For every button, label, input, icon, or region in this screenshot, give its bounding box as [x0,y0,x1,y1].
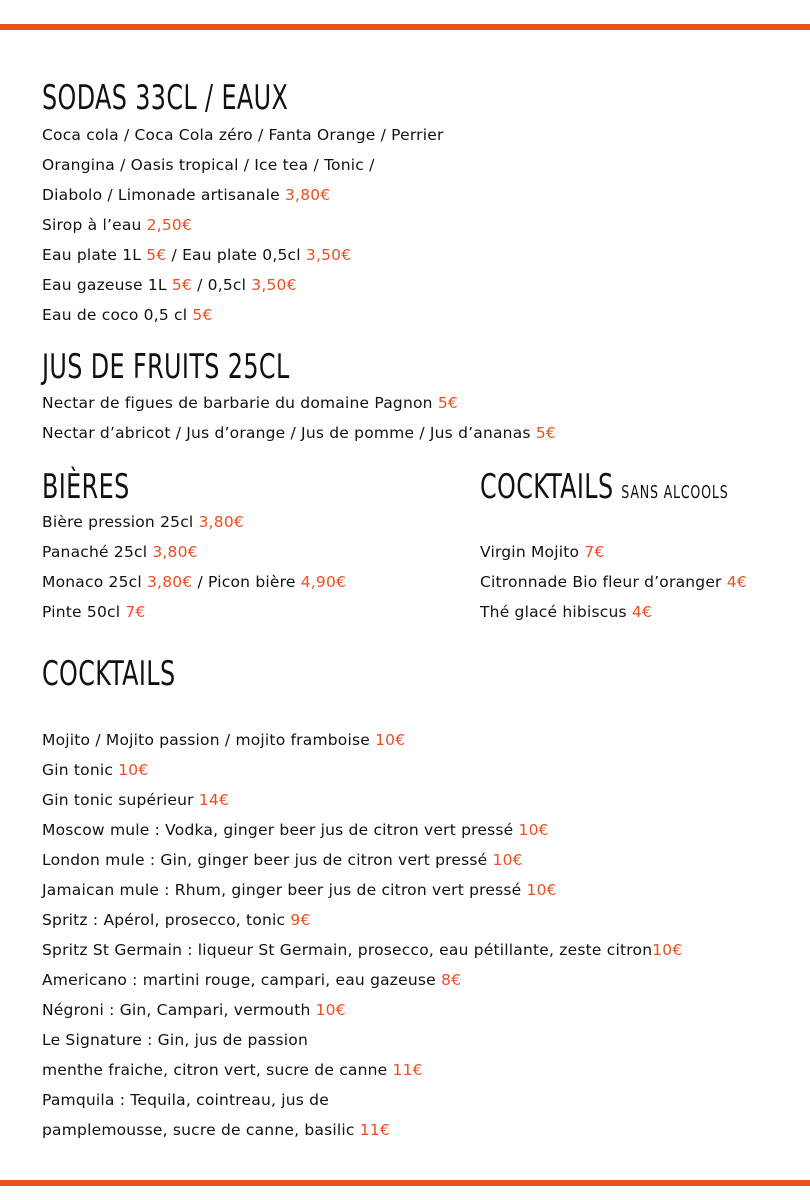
menu-item-price: 5€ [535,424,556,442]
section-subtitle: SANS ALCOOLS [621,482,729,503]
menu-item-price-2: 4,90€ [300,573,347,591]
menu-item [42,210,444,240]
menu-item [42,597,346,627]
menu-list-bieres [42,507,346,627]
section-title-cocktails-sans-alcool [480,467,728,513]
menu-item-name: Bière pression 25cl [42,513,199,531]
menu-item-name-2: / Eau plate 0,5cl [166,246,306,264]
menu-item-price: 5€ [171,276,192,294]
menu-item-price: 4€ [726,573,747,591]
menu-item [42,567,346,597]
menu-item-price: 5€ [437,394,458,412]
menu-item-price: 3,80€ [285,186,331,204]
section-title-text: COCKTAILS [480,467,614,507]
menu-item-name: Citronnade Bio fleur d’oranger [480,573,727,591]
menu-item [42,725,682,755]
menu-item-price: 3,80€ [152,543,198,561]
menu-item-name-2: / 0,5cl [191,276,252,294]
menu-item-price-2: 3,50€ [305,246,352,264]
menu-item-name: Americano : martini rouge, campari, eau gazeuse [42,971,442,989]
menu-item-price: 10€ [518,821,549,839]
menu-list-cocktails [42,725,682,1145]
menu-item-name: Moscow mule : Vodka, ginger beer jus de citron vert pressé [42,821,519,839]
menu-item-price: 14€ [198,791,230,809]
menu-item [42,1055,682,1085]
menu-item-name: Négroni : Gin, Campari, vermouth [42,1001,316,1019]
menu-item-price: 10€ [315,1001,346,1019]
menu-item-name: Jamaican mule : Rhum, ginger beer jus de citron vert pressé [42,881,527,899]
menu-item [42,1085,682,1115]
menu-item-name: Nectar de figues de barbarie du domaine Pagnon [42,394,438,412]
menu-item-price: 11€ [359,1121,390,1139]
menu-item-name: Pinte 50cl [42,603,126,621]
menu-item [42,537,346,567]
menu-item [42,120,444,150]
menu-item-name: Panaché 25cl [42,543,153,561]
menu-item-price: 10€ [526,881,557,899]
menu-item-price: 9€ [290,911,311,929]
menu-item-price: 3,80€ [147,573,193,591]
menu-item-price: 5€ [192,306,213,324]
menu-item [42,785,682,815]
menu-item [42,875,682,905]
menu-item [42,300,444,330]
menu-item-name: Spritz : Apérol, prosecco, tonic [42,911,291,929]
menu-item-price: 7€ [125,603,146,621]
menu-item [480,567,747,597]
menu-list-cocktails-sans-alcool [480,537,747,627]
menu-item [42,755,682,785]
menu-item [480,537,747,567]
section-title-jus: JUS DE FRUITS 25CL [42,347,290,387]
menu-item [42,815,682,845]
menu-item-name: Diabolo / Limonade artisanale [42,186,285,204]
menu-item-price: 3,80€ [198,513,244,531]
menu-item-name: Coca cola / Coca Cola zéro / Fanta Orange / Perrier [42,126,444,144]
menu-item-name: London mule : Gin, ginger beer jus de citron vert pressé [42,851,493,869]
menu-item [42,418,556,448]
menu-item-name-2: / Picon bière [192,573,301,591]
menu-item-name: Eau gazeuse 1L [42,276,172,294]
menu-item [42,388,556,418]
menu-item [42,965,682,995]
menu-list-jus [42,388,556,448]
menu-item-price: 5€ [146,246,167,264]
menu-item [42,995,682,1025]
section-title-cocktails: COCKTAILS [42,654,176,694]
menu-item-name: pamplemousse, sucre de canne, basilic [42,1121,360,1139]
menu-list-sodas [42,120,444,330]
menu-item [42,1115,682,1145]
menu-item-price: 10€ [652,941,683,959]
menu-item-price: 2,50€ [146,216,193,234]
top-accent-bar [0,24,810,30]
menu-item [42,180,444,210]
section-title-sodas: SODAS 33CL / EAUX [42,78,289,118]
menu-item-price: 4€ [631,603,653,621]
menu-item-name: Mojito / Mojito passion / mojito framboise [42,731,376,749]
menu-item-price-2: 3,50€ [251,276,297,294]
menu-item-name: Spritz St Germain : liqueur St Germain, prosecco, eau pétillante, zeste citron [42,941,653,959]
menu-item-name: Pamquila : Tequila, cointreau, jus de [42,1091,329,1109]
menu-item-name: Eau de coco 0,5 cl [42,306,193,324]
bottom-accent-bar [0,1180,810,1186]
menu-item-price: 10€ [492,851,523,869]
menu-item-name: Gin tonic [42,761,119,779]
menu-item [42,270,444,300]
menu-item [42,507,346,537]
menu-item-price: 7€ [584,543,605,561]
menu-item [42,845,682,875]
menu-item-name: Monaco 25cl [42,573,147,591]
menu-item-name: Virgin Mojito [480,543,585,561]
menu-item-name: Thé glacé hibiscus [480,603,632,621]
menu-item [42,240,444,270]
menu-item [42,150,444,180]
menu-item-price: 11€ [392,1061,423,1079]
menu-item-name: Eau plate 1L [42,246,147,264]
menu-item-name: Sirop à l’eau [42,216,147,234]
menu-item [42,905,682,935]
section-title-bieres: BIÈRES [42,467,130,507]
menu-item-name: Nectar d’abricot / Jus d’orange / Jus de pomme / Jus d’ananas [42,424,536,442]
menu-item [42,935,682,965]
menu-item-name: Gin tonic supérieur [42,791,199,809]
menu-item-price: 10€ [118,761,149,779]
menu-item-name: menthe fraiche, citron vert, sucre de canne [42,1061,393,1079]
menu-item-price: 8€ [441,971,462,989]
menu-item-name: Orangina / Oasis tropical / Ice tea / Tonic / [42,156,375,174]
menu-item-price: 10€ [375,731,406,749]
menu-item-name: Le Signature : Gin, jus de passion [42,1031,309,1049]
menu-item [480,597,747,627]
menu-item [42,1025,682,1055]
